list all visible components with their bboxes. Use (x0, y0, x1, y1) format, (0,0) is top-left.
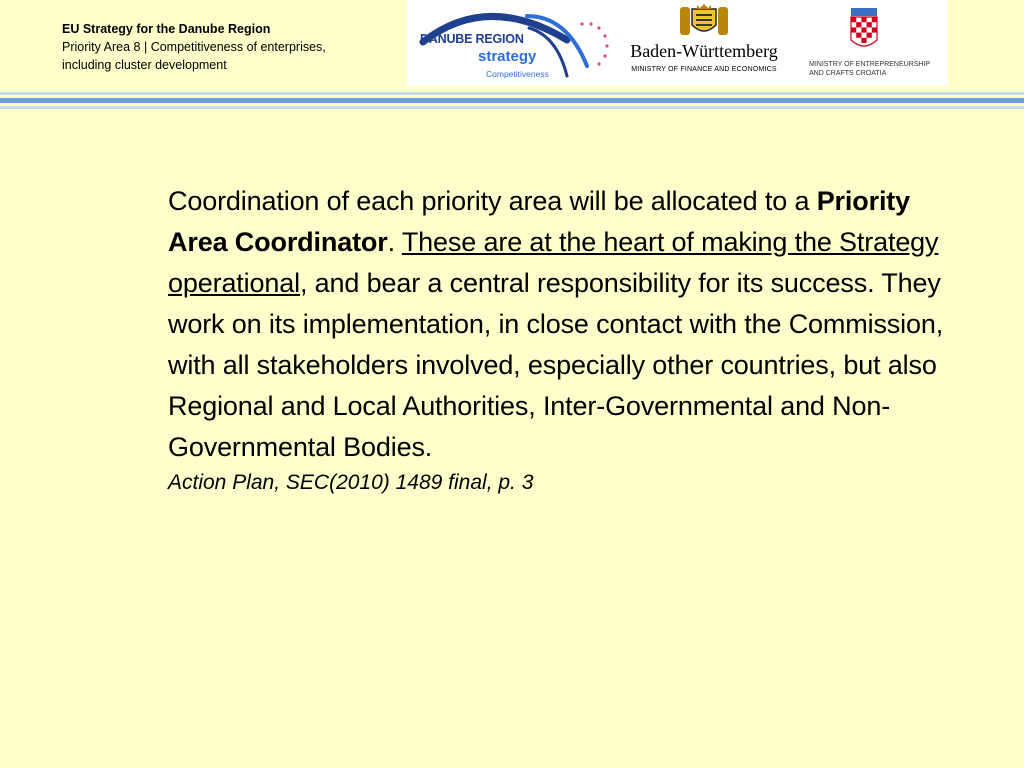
logo-strip (407, 0, 948, 86)
bw-logo-name: Baden-Württemberg (630, 41, 778, 61)
underlined-statement: These are at the heart of making the Strategy operational (168, 227, 939, 298)
coat-of-arms-icon (674, 3, 734, 39)
croatia-logo-line1: MINISTRY OF ENTREPRENEURSHIP (809, 61, 931, 68)
divider-dark (0, 98, 1024, 103)
croatia-ministry-logo (799, 8, 944, 82)
header-block (62, 20, 392, 74)
croatia-shield-icon (847, 8, 881, 54)
divider-top-light (0, 92, 1024, 95)
body-text-part1: Coordination of each priority area will be allocated to a (168, 186, 817, 216)
citation: Action Plan, SEC(2010) 1489 final, p. 3 (168, 471, 534, 494)
danube-region-logo (417, 6, 613, 80)
danube-logo-sub: strategy (478, 48, 537, 65)
body-text-part2: . (387, 227, 402, 257)
danube-logo-tag: Competitiveness (486, 69, 549, 79)
main-content (168, 181, 948, 497)
croatia-logo-line2: AND CRAFTS CROATIA (809, 70, 887, 77)
danube-logo-title: DANUBE REGION (420, 32, 524, 46)
baden-wuerttemberg-logo (619, 3, 789, 83)
priority-area-coordinator-term: Priority Area Coordinator (168, 186, 911, 257)
divider-bottom-light (0, 106, 1024, 109)
body-text-part3: , and bear a central responsibility for its success. They work on its implementation, in close contact with the Commission, with all stakeholders involved, especially other countries, but also Regional and Local Authorities, Inter-Governmental and Non-Governmental Bodies. (168, 268, 944, 462)
header-subtitle-line2: including cluster development (62, 58, 227, 72)
header-title: EU Strategy for the Danube Region (62, 22, 271, 36)
header-subtitle-line1: Priority Area 8 | Competitiveness of enterprises, (62, 40, 326, 54)
body-paragraph (168, 181, 948, 468)
croatia-logo-text (809, 60, 944, 78)
bw-logo-ministry: MINISTRY OF FINANCE AND ECONOMICS (631, 66, 777, 73)
